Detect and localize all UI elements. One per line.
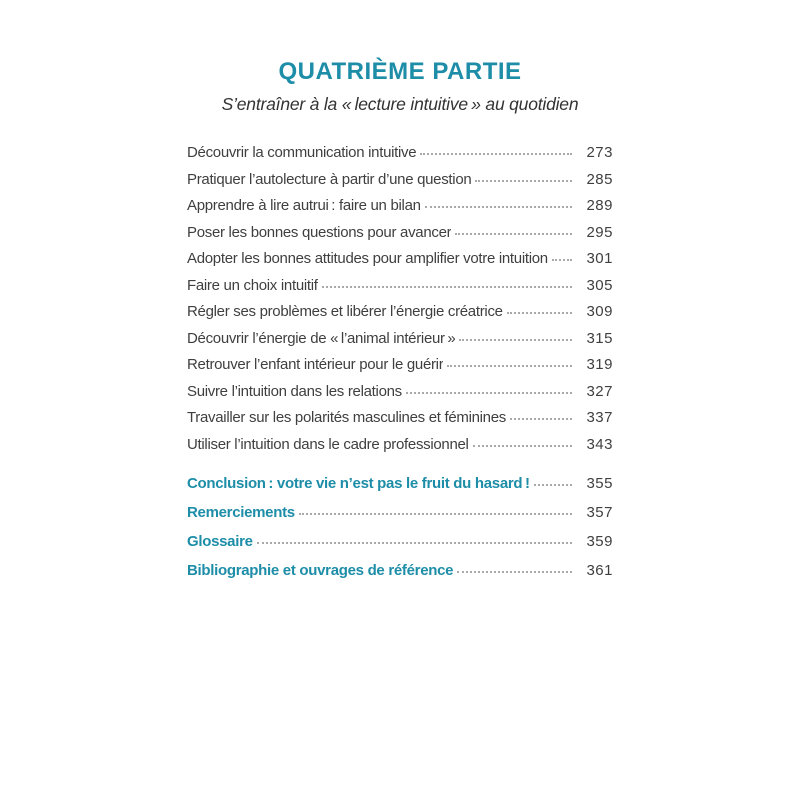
dotted-leader bbox=[473, 445, 572, 447]
toc-entry-title: Glossaire bbox=[187, 533, 253, 550]
chapter-list bbox=[187, 144, 613, 462]
toc-entry-title: Conclusion : votre vie n’est pas le fruit du hasard ! bbox=[187, 475, 530, 492]
toc-entry bbox=[187, 171, 613, 198]
dotted-leader bbox=[552, 259, 572, 261]
dotted-leader bbox=[299, 513, 572, 515]
toc-entry-title: Remerciements bbox=[187, 504, 295, 521]
toc-entry-page: 301 bbox=[586, 250, 613, 267]
table-of-contents bbox=[187, 144, 613, 591]
dotted-leader bbox=[459, 339, 572, 341]
toc-entry-title: Bibliographie et ouvrages de référence bbox=[187, 562, 454, 579]
toc-entry-page: 273 bbox=[586, 144, 613, 161]
dotted-leader bbox=[420, 153, 572, 155]
toc-entry bbox=[187, 383, 613, 410]
toc-entry-page: 327 bbox=[586, 382, 613, 400]
toc-entry-page: 309 bbox=[586, 303, 613, 320]
toc-entry bbox=[187, 562, 613, 591]
toc-entry-title: Apprendre à lire autrui : faire un bilan bbox=[187, 197, 421, 214]
end-matter-list bbox=[187, 475, 613, 591]
toc-entry-title: Adopter les bonnes attitudes pour amplifier votre intuition bbox=[187, 250, 548, 267]
toc-entry bbox=[187, 197, 613, 224]
part-subtitle: S’entraîner à la « lecture intuitive » au quotidien bbox=[221, 94, 579, 114]
toc-entry bbox=[187, 504, 613, 533]
toc-entry bbox=[187, 303, 613, 330]
toc-entry-title: Utiliser l’intuition dans le cadre professionnel bbox=[187, 435, 469, 453]
toc-entry-page: 361 bbox=[586, 562, 613, 579]
toc-entry-page: 337 bbox=[586, 409, 613, 426]
toc-entry bbox=[187, 144, 613, 171]
toc-entry-title: Travailler sur les polarités masculines et féminines bbox=[187, 409, 506, 426]
toc-entry-page: 295 bbox=[586, 223, 613, 241]
part-title: QUATRIÈME PARTIE bbox=[278, 58, 522, 85]
dotted-leader bbox=[534, 484, 572, 486]
dotted-leader bbox=[447, 365, 572, 367]
dotted-leader bbox=[257, 542, 572, 544]
part-header bbox=[0, 0, 800, 115]
toc-entry-title: Suivre l’intuition dans les relations bbox=[187, 382, 402, 400]
toc-entry-title: Pratiquer l’autolecture à partir d’une question bbox=[187, 170, 472, 188]
dotted-leader bbox=[457, 571, 572, 573]
dotted-leader bbox=[322, 286, 572, 288]
toc-entry-title: Régler ses problèmes et libérer l’énergie créatrice bbox=[187, 303, 503, 320]
toc-entry-page: 357 bbox=[586, 504, 613, 521]
dotted-leader bbox=[507, 312, 572, 314]
toc-entry-page: 285 bbox=[586, 170, 613, 188]
toc-entry-page: 359 bbox=[586, 533, 613, 550]
dotted-leader bbox=[475, 180, 572, 182]
toc-entry bbox=[187, 475, 613, 504]
toc-entry bbox=[187, 356, 613, 383]
toc-entry bbox=[187, 533, 613, 562]
toc-entry-title: Poser les bonnes questions pour avancer bbox=[187, 223, 452, 241]
toc-entry-page: 315 bbox=[586, 329, 613, 347]
toc-entry-title: Faire un choix intuitif bbox=[187, 276, 318, 294]
toc-entry bbox=[187, 224, 613, 251]
toc-entry-page: 355 bbox=[586, 475, 613, 492]
toc-entry-title: Retrouver l’enfant intérieur pour le guérir bbox=[187, 356, 444, 373]
toc-entry-title: Découvrir la communication intuitive bbox=[187, 144, 417, 161]
dotted-leader bbox=[455, 233, 572, 235]
toc-entry-page: 305 bbox=[586, 276, 613, 294]
toc-entry bbox=[187, 409, 613, 436]
toc-entry-title: Découvrir l’énergie de « l’animal intérieur » bbox=[187, 329, 456, 347]
toc-entry-page: 289 bbox=[586, 197, 613, 214]
dotted-leader bbox=[406, 392, 572, 394]
dotted-leader bbox=[425, 206, 572, 208]
toc-entry bbox=[187, 330, 613, 357]
toc-entry bbox=[187, 250, 613, 277]
toc-entry bbox=[187, 436, 613, 463]
dotted-leader bbox=[510, 418, 572, 420]
toc-entry bbox=[187, 277, 613, 304]
toc-entry-page: 343 bbox=[586, 435, 613, 453]
toc-entry-page: 319 bbox=[586, 356, 613, 373]
